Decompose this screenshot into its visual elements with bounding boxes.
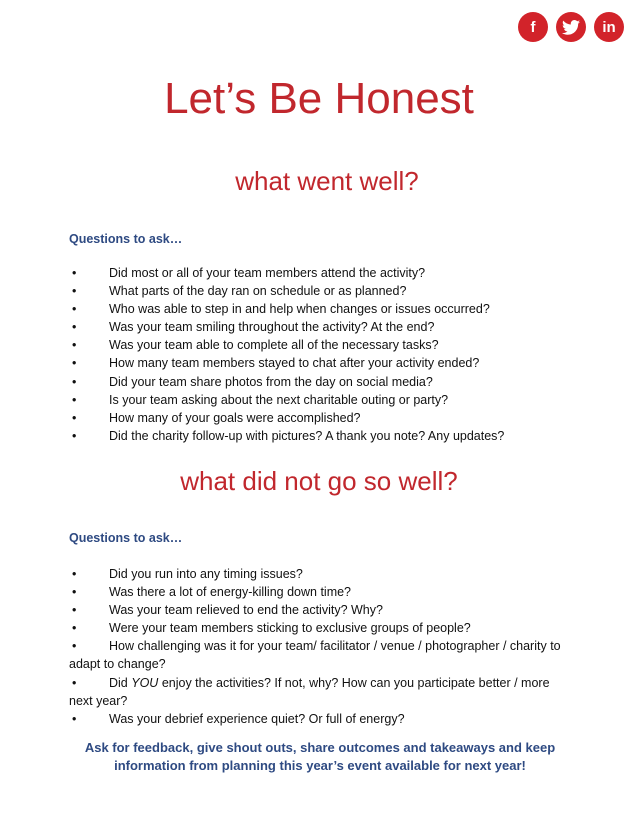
bullet: • <box>72 711 77 726</box>
linkedin-label: in <box>602 18 616 36</box>
list-item-text: What parts of the day ran on schedule or as planned? <box>109 284 407 299</box>
bullet: • <box>72 603 77 618</box>
twitter-bird-glyph <box>562 20 580 35</box>
list-item <box>69 354 569 372</box>
list-item-text: enjoy the activities? If not, why? How can you participate better / more next year? <box>69 675 550 708</box>
list-item <box>69 619 569 637</box>
section2-heading: what did not go so well? <box>180 466 458 496</box>
list-item <box>69 409 569 427</box>
bullet: • <box>72 374 77 389</box>
page-title: Let’s Be Honest <box>164 74 474 123</box>
list-item <box>69 336 569 354</box>
list-item <box>69 583 569 601</box>
list-item-text: Was your team smiling throughout the activity? At the end? <box>109 320 435 335</box>
list-item <box>69 427 569 445</box>
bullet: • <box>72 266 77 280</box>
section2-label: Questions to ask… <box>69 531 183 545</box>
list-item <box>69 674 569 710</box>
section1-list <box>69 264 569 445</box>
bullet: • <box>72 284 77 299</box>
section2-list <box>69 565 569 728</box>
list-item-text: Who was able to step in and help when changes or issues occurred? <box>109 302 490 317</box>
bullet: • <box>72 320 77 335</box>
linkedin-icon[interactable] <box>594 12 624 42</box>
list-item-emphasis: YOU <box>131 675 159 690</box>
list-item <box>69 318 569 336</box>
bullet: • <box>72 338 77 353</box>
list-item-text: Was there a lot of energy-killing down time? <box>109 585 352 600</box>
footer-note: Ask for feedback, give shout outs, share outcomes and takeaways and keep information from planning this year’s event available for next year! <box>84 740 556 773</box>
section1-heading: what went well? <box>235 166 419 196</box>
list-item-text: Did the charity follow-up with pictures? A thank you note? Any updates? <box>109 428 505 443</box>
bullet: • <box>72 585 77 600</box>
list-item <box>69 373 569 391</box>
bullet: • <box>72 356 77 371</box>
bullet: • <box>72 428 77 443</box>
list-item <box>69 710 569 728</box>
list-item-text: Was your debrief experience quiet? Or full of energy? <box>109 711 405 726</box>
facebook-icon[interactable] <box>518 12 548 42</box>
list-item-text: How many of your goals were accomplished? <box>109 410 361 425</box>
list-item-text: Did most or all of your team members attend the activity? <box>109 266 426 280</box>
list-item-text: How many team members stayed to chat after your activity ended? <box>109 356 480 371</box>
list-item-text: Was your team relieved to end the activity? Why? <box>109 603 383 618</box>
list-item-prefix: Did <box>109 675 128 690</box>
list-item <box>69 601 569 619</box>
bullet: • <box>72 567 77 581</box>
list-item-text: Did your team share photos from the day on social media? <box>109 374 433 389</box>
list-item-text: Was your team able to complete all of the necessary tasks? <box>109 338 439 353</box>
list-item <box>69 282 569 300</box>
bullet: • <box>72 302 77 317</box>
list-item-text: Did you run into any timing issues? <box>109 567 303 581</box>
list-item-text: Were your team members sticking to exclusive groups of people? <box>109 621 471 636</box>
list-item <box>69 565 569 583</box>
twitter-icon[interactable] <box>556 12 586 42</box>
list-item <box>69 264 569 282</box>
list-item <box>69 637 569 673</box>
bullet: • <box>72 392 77 407</box>
social-icons <box>518 12 624 42</box>
section1-label: Questions to ask… <box>69 232 183 246</box>
bullet: • <box>72 621 77 636</box>
facebook-label: f <box>530 18 536 36</box>
list-item <box>69 300 569 318</box>
list-item <box>69 391 569 409</box>
list-item-text: Is your team asking about the next charitable outing or party? <box>109 392 449 407</box>
bullet: • <box>72 639 77 654</box>
bullet: • <box>72 410 77 425</box>
list-item-text: How challenging was it for your team/ facilitator / venue / photographer / charity to adapt to change? <box>69 639 561 672</box>
bullet: • <box>72 675 77 690</box>
